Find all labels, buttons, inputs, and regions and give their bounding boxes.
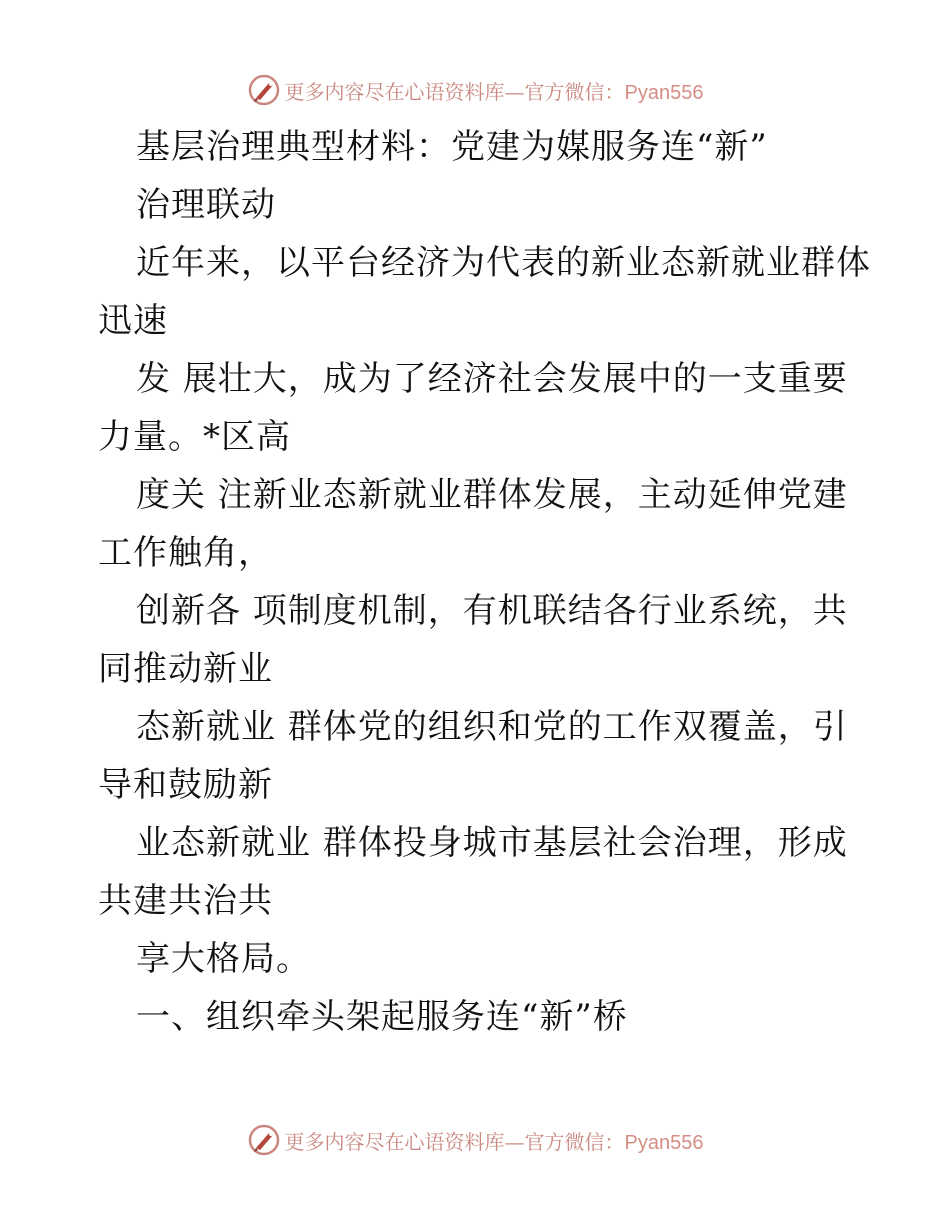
paragraph-line: 导和鼓励新 [98,765,273,805]
paragraph-line: 态新就业 群体党的组织和党的工作双覆盖，引 [136,707,848,747]
document-title-cont: 治理联动 [136,185,276,225]
watermark-text [285,1126,704,1155]
paragraph-line: 共建共治共 [98,881,273,921]
pen-logo-icon [247,73,281,107]
watermark-suffix: 官方微信： [524,79,625,104]
paragraph-line: 业态新就业 群体投身城市基层社会治理，形成 [136,823,848,863]
watermark-account: Pyan556 [624,81,704,104]
watermark-dash: — [504,1129,525,1154]
paragraph-line: 创新各 项制度机制，有机联结各行业系统，共 [136,591,848,631]
watermark-main: 更多内容尽在心语资料库 [284,79,505,104]
watermark-header [0,70,950,110]
paragraph-line: 力量。*区高 [98,417,291,457]
watermark-main: 更多内容尽在心语资料库 [284,1129,505,1154]
watermark-suffix: 官方微信： [524,1129,625,1154]
paragraph-line: 度关 注新业态新就业群体发展，主动延伸党建 [136,475,848,515]
paragraph-line: 同推动新业 [98,649,273,689]
watermark-footer [0,1120,950,1160]
paragraph-line: 享大格局。 [136,939,311,979]
watermark-text [285,76,704,105]
paragraph-line: 近年来，以平台经济为代表的新业态新就业群体 [136,243,871,283]
paragraph-line: 工作触角， [98,533,273,573]
watermark-dash: — [504,79,525,104]
paragraph-line: 发 展壮大，成为了经济社会发展中的一支重要 [136,359,848,399]
document-title: 基层治理典型材料：党建为媒服务连“新” [136,127,768,167]
section-heading: 一、组织牵头架起服务连“新”桥 [136,997,628,1037]
pen-logo-icon [247,1123,281,1157]
paragraph-line: 迅速 [98,301,168,341]
watermark-account: Pyan556 [624,1131,704,1154]
